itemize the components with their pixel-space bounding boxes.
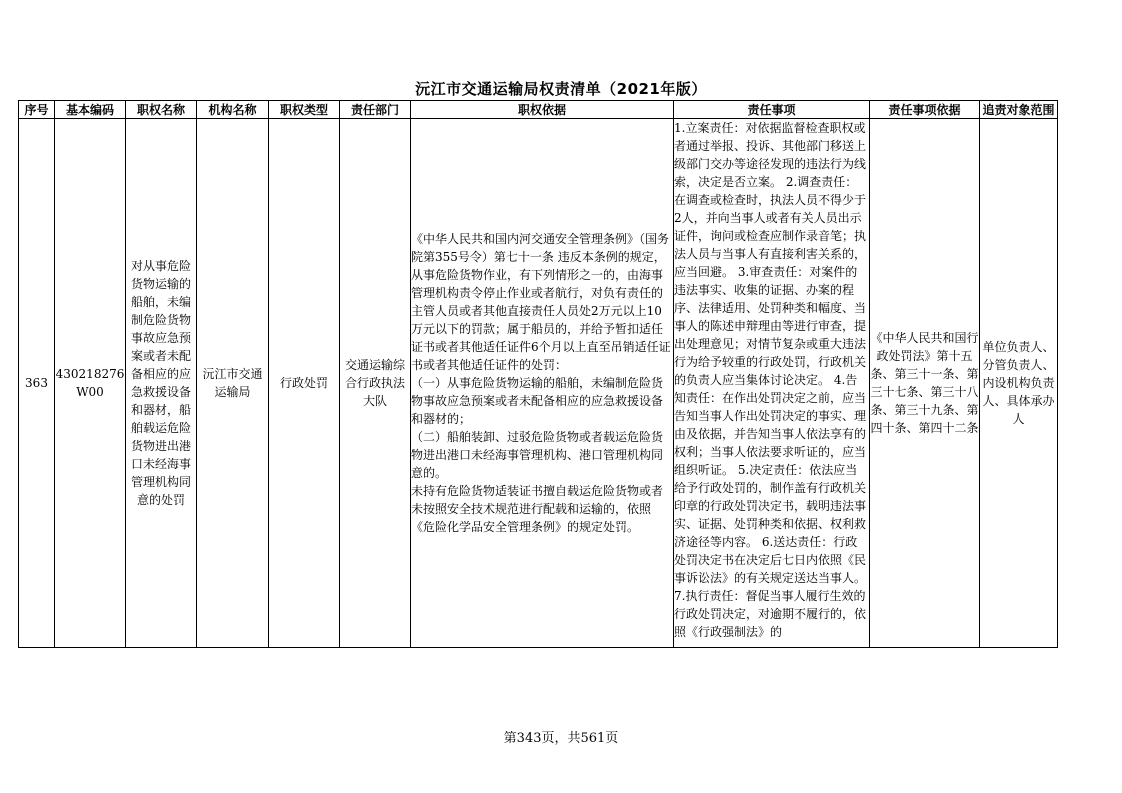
header-duties: 责任事项 (674, 101, 870, 119)
cell-org-name: 沅江市交通运输局 (197, 119, 269, 648)
header-dept: 责任部门 (340, 101, 411, 119)
header-power-type: 职权类型 (269, 101, 340, 119)
cell-power-type: 行政处罚 (269, 119, 340, 648)
basis-paragraph: （一）从事危险货物运输的船舶，未编制危险货物事故应急预案或者未配备相应的应急救援设备和器材的； (411, 376, 664, 426)
cell-seq: 363 (19, 119, 55, 648)
cell-dept: 交通运输综合行政执法大队 (340, 119, 411, 648)
cell-power-name: 对从事危险货物运输的船舶，未编制危险货物事故应急预案或者未配备相应的应急救援设备和器材，船舶载运危险货物进出港口未经海事管理机构同意的处罚 (126, 119, 197, 648)
responsibility-table (18, 100, 1058, 648)
cell-accountability: 单位负责人、分管负责人、内设机构负责人、具体承办人 (980, 119, 1058, 648)
basis-paragraph: 《中华人民共和国内河交通安全管理条例》（国务院第355号令）第七十一条 违反本条例的规定，从事危险货物作业，有下列情形之一的，由海事管理机构责令停止作业或者航行，对负有责任的主管人员或者其他直接责任人员处2万元以上10万元以下的罚款；属于船员的，并给予暂扣适任证书或者其他适任证件6个月以上直至吊销适任证书或者其他适任证件的处罚： (411, 232, 671, 372)
page-footer: 第343页，共561页 (503, 731, 619, 746)
cell-duty-basis: 《中华人民共和国行政处罚法》第十五条、第三十一条、第三十七条、第三十八条、第三十九条、第四十条、第四十二条 (870, 119, 980, 648)
basis-paragraph: （二）船舶装卸、过驳危险货物或者载运危险货物进出港口未经海事管理机构、港口管理机构同意的。 (411, 430, 664, 480)
cell-basis (411, 119, 674, 648)
header-seq: 序号 (19, 101, 55, 119)
header-code: 基本编码 (55, 101, 126, 119)
header-accountability: 追责对象范围 (980, 101, 1058, 119)
header-org-name: 机构名称 (197, 101, 269, 119)
header-row (19, 101, 1058, 119)
header-duty-basis: 责任事项依据 (870, 101, 980, 119)
cell-duties (674, 119, 870, 648)
cell-code: 430218276W00 (55, 119, 126, 648)
basis-paragraph: 未持有危险货物适装证书擅自载运危险货物或者未按照安全技术规范进行配载和运输的，依照《危险化学品安全管理条例》的规定处罚。 (411, 484, 664, 534)
duties-text: 1.立案责任：对依据监督检查职权或者通过举报、投诉、其他部门移送上级部门交办等途径发现的违法行为线索，决定是否立案。 2.调查责任：在调查或检查时，执法人员不得少于2人，并向当事人或者有关人员出示证件，询问或检查应制作录音笔；执法人员与当事人有直接利害关系的，应当回避。 3.审查责任：对案件的违法事实、收集的证据、办案的程序、法律适用、处罚种类和幅度、当事人的陈述申辩理由等进行审查，提出处理意见；对情节复杂或重大违法行为给予较重的行政处罚，行政机关的负责人应当集体讨论决定。 4.告知责任：在作出处罚决定之前，应当告知当事人作出处罚决定的事实、理由及依据，并告知当事人依法享有的权利；当事人依法要求听证的，应当组织听证。 5.决定责任：依法应当给予行政处罚的，制作盖有行政机关印章的行政处罚决定书，载明违法事实、证据、处罚种类和依据、权利救济途径等内容。 6.送达责任：行政处罚决定书在决定后七日内依照《民事诉讼法》的有关规定送达当事人。 7.执行责任：督促当事人履行生效的行政处罚决定，对逾期不履行的，依照《行政强制法》的 (674, 121, 867, 639)
document-title: 沅江市交通运输局权责清单（2021年版） (415, 80, 707, 98)
table-row (19, 119, 1058, 648)
header-basis: 职权依据 (411, 101, 674, 119)
header-power-name: 职权名称 (126, 101, 197, 119)
